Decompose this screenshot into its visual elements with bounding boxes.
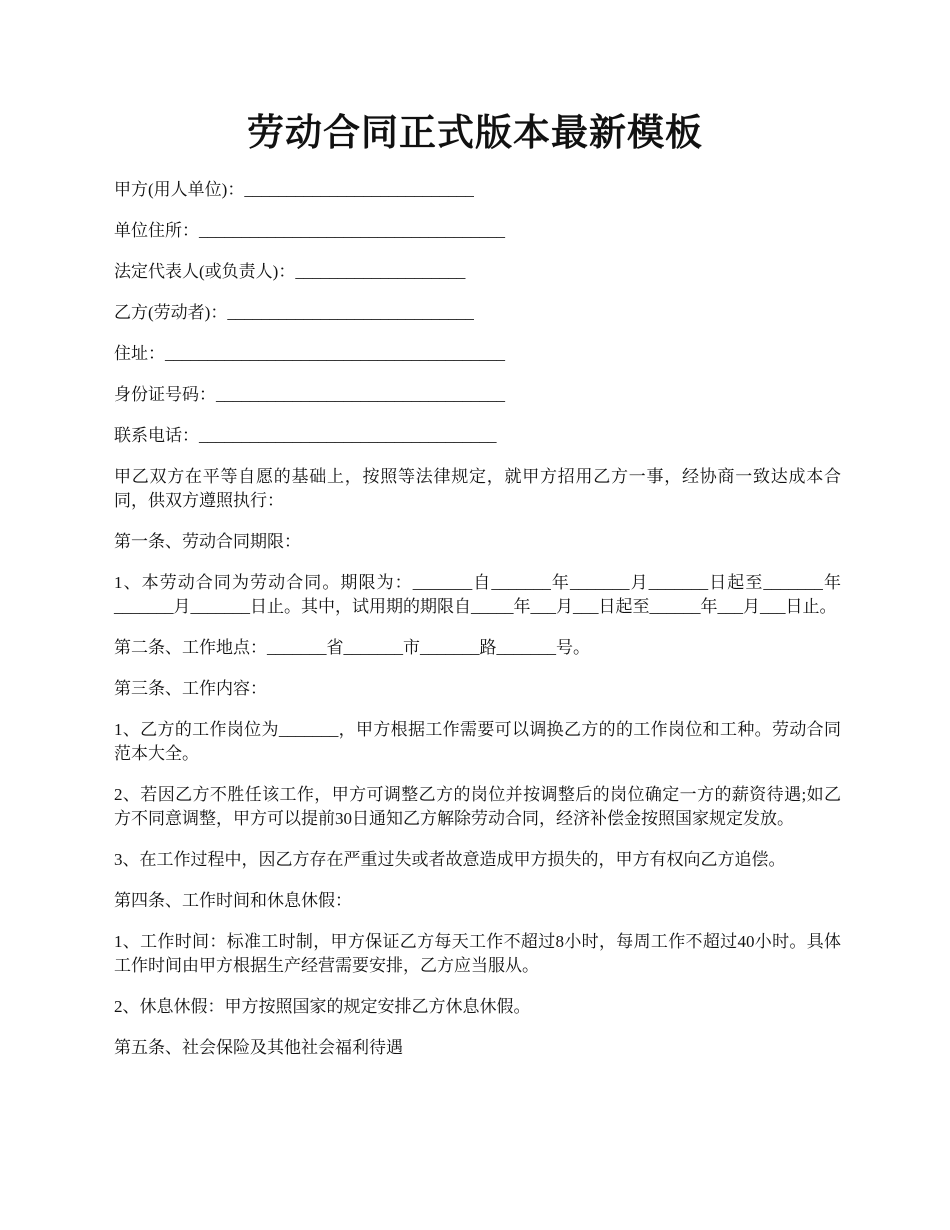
address-field: 住址：________________________________________ xyxy=(114,344,505,363)
legal-representative-field: 法定代表人(或负责人)：____________________ xyxy=(114,262,466,281)
party-a-field: 甲方(用人单位)：___________________________ xyxy=(114,180,474,199)
id-number-field: 身份证号码：__________________________________ xyxy=(114,385,505,404)
preamble-paragraph: 甲乙双方在平等自愿的基础上，按照等法律规定，就甲方招用乙方一事，经协商一致达成本合同，供双方遵照执行： xyxy=(114,467,841,510)
article-4-clause-1: 1、工作时间：标准工时制，甲方保证乙方每天工作不超过8小时，每周工作不超过40小时。具体工作时间由甲方根据生产经营需要安排，乙方应当服从。 xyxy=(114,932,841,975)
phone-field: 联系电话：___________________________________ xyxy=(114,426,497,445)
article-5-heading: 第五条、社会保险及其他社会福利待遇 xyxy=(114,1038,403,1057)
article-1-clause-1: 1、本劳动合同为劳动合同。期限为：_______自_______年_______月_______日起至_______年_______月_______日止。其中，试用期的期限自_____年___月___日起至______年___月___日止。 xyxy=(114,573,841,616)
document-body xyxy=(114,178,841,1077)
article-3-heading: 第三条、工作内容： xyxy=(114,679,267,698)
document-title: 劳动合同正式版本最新模板 xyxy=(247,113,703,154)
article-4-clause-2: 2、休息休假：甲方按照国家的规定安排乙方休息休假。 xyxy=(114,997,531,1016)
article-2-heading: 第二条、工作地点：_______省_______市_______路_______号。 xyxy=(114,638,590,657)
article-3-clause-1: 1、乙方的工作岗位为_______，甲方根据工作需要可以调换乙方的的工作岗位和工种。劳动合同范本大全。 xyxy=(114,720,841,763)
article-4-heading: 第四条、工作时间和休息休假： xyxy=(114,891,352,910)
article-3-clause-2: 2、若因乙方不胜任该工作，甲方可调整乙方的岗位并按调整后的岗位确定一方的薪资待遇;如乙方不同意调整，甲方可以提前30日通知乙方解除劳动合同，经济补偿金按照国家规定发放。 xyxy=(114,785,841,828)
party-b-field: 乙方(劳动者)：_____________________________ xyxy=(114,303,474,322)
article-1-heading: 第一条、劳动合同期限： xyxy=(114,532,301,551)
unit-address-field: 单位住所：____________________________________ xyxy=(114,221,505,240)
article-3-clause-3: 3、在工作过程中，因乙方存在严重过失或者故意造成甲方损失的，甲方有权向乙方追偿。 xyxy=(114,850,786,869)
